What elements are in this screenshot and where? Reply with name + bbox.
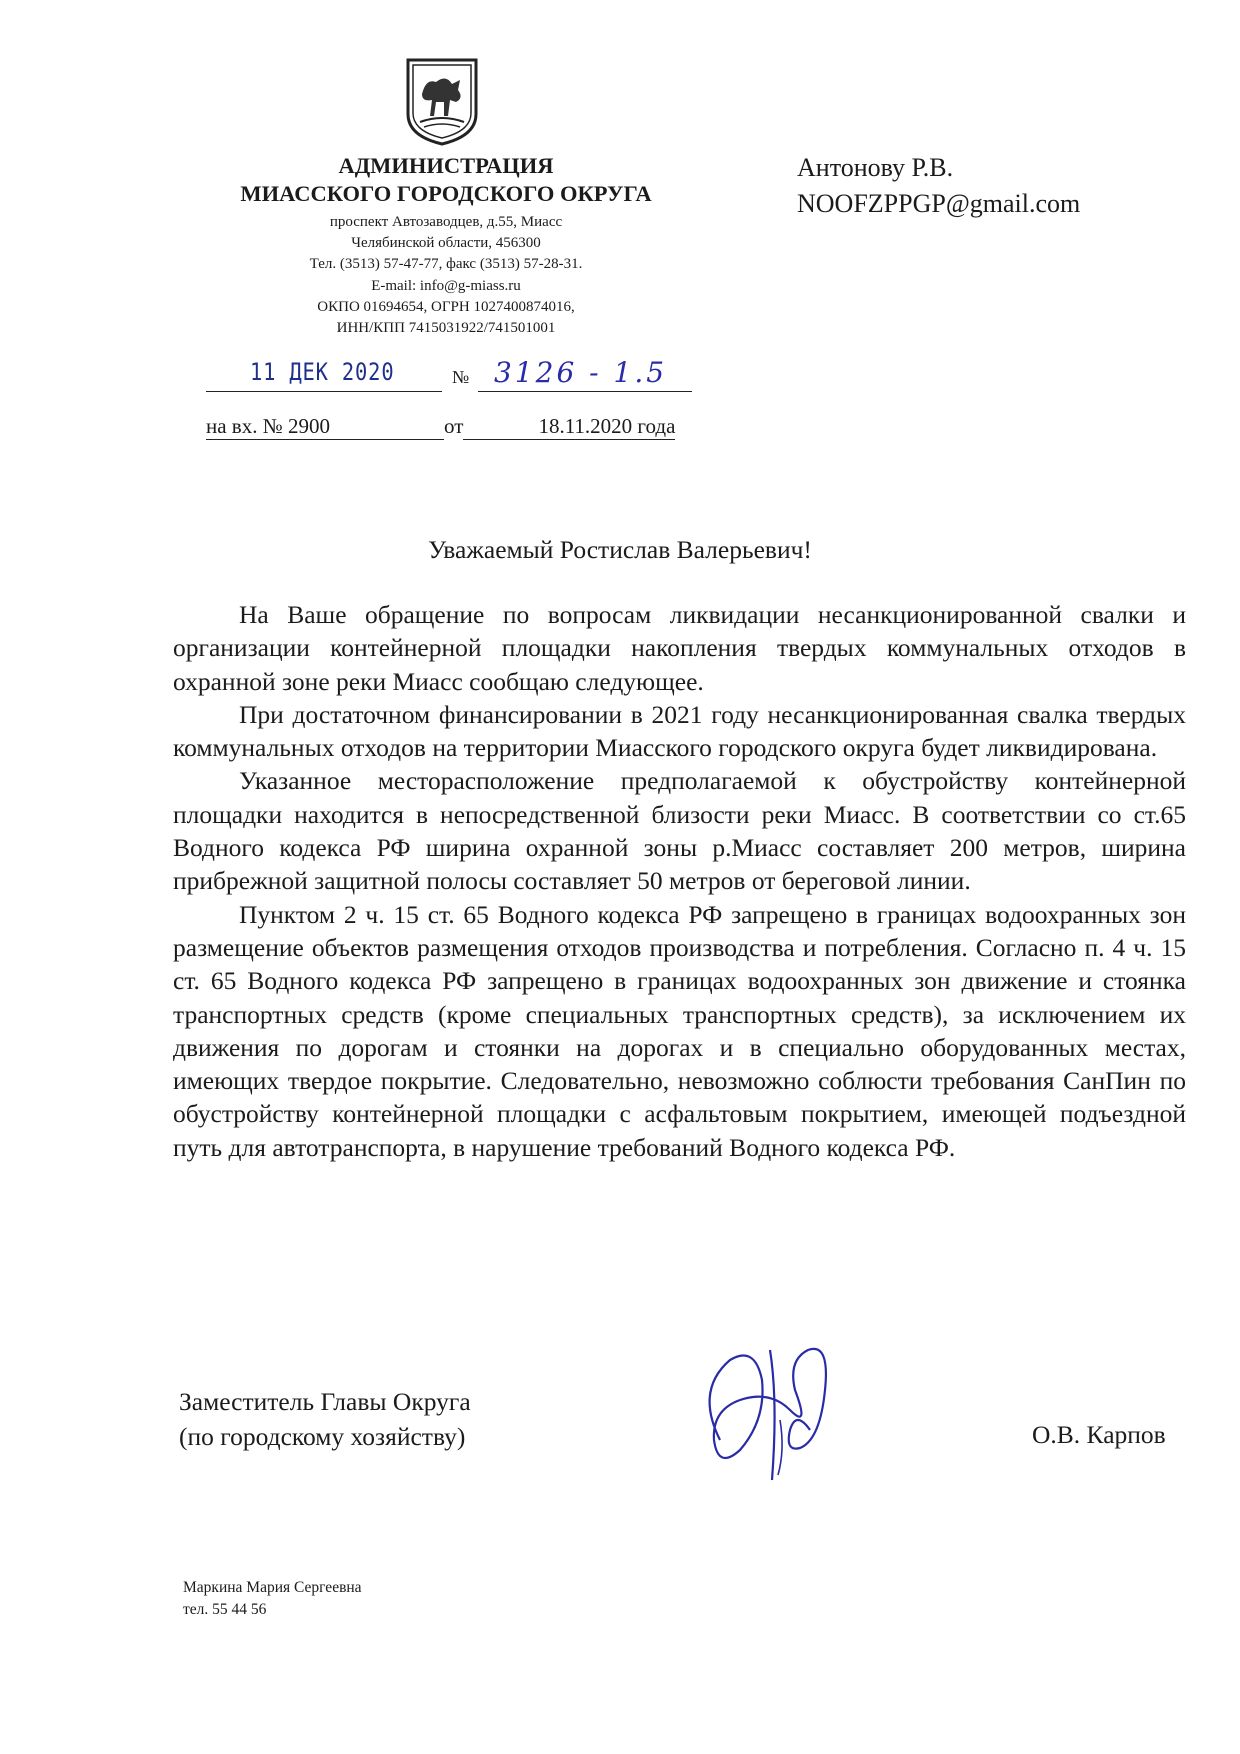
signatory-position-line-2: (по городскому хозяйству) — [179, 1422, 466, 1451]
salutation: Уважаемый Ростислав Валерьевич! — [428, 535, 812, 564]
signatory-name: О.В. Карпов — [1032, 1420, 1166, 1449]
incoming-reference — [206, 413, 675, 440]
inn-kpp-line: ИНН/КПП 7415031922/741501001 — [336, 320, 556, 337]
executor-name: Маркина Мария Сергеевна — [183, 1579, 362, 1596]
recipient-email: NOOFZPPGP@gmail.com — [797, 189, 1081, 218]
organization-name — [190, 152, 702, 208]
signatory-position-line-1: Заместитель Главы Округа — [179, 1387, 471, 1416]
phone-line: Тел. (3513) 57-47-77, факс (3513) 57-28-31. — [309, 256, 583, 273]
email-line: E-mail: info@g-miass.ru — [371, 277, 521, 294]
address-line-2: Челябинской области, 456300 — [351, 235, 541, 252]
handwritten-signature — [700, 1330, 860, 1495]
body-paragraph-3: Указанное месторасположение предполагаемой к обустройству контейнерной площадки находится в непосредственной близости реки Миасс. В соответствии со ст.65 Водного кодекса РФ ширина охранной зоны р.Миасс составляет 200 метров, ширина прибрежной защитной полосы составляет 50 метров от береговой линии. — [173, 766, 1186, 896]
recipient-block — [797, 150, 1080, 222]
registration-number: 3126 - 1.5 — [494, 356, 668, 389]
organization-line-1: АДМИНИСТРАЦИЯ — [338, 153, 554, 178]
letter-body — [173, 598, 1186, 1164]
signatory-position — [179, 1384, 471, 1454]
organization-contacts — [190, 212, 702, 339]
address-line-1: проспект Автозаводцев, д.55, Миасс — [329, 214, 563, 230]
executor-block — [183, 1577, 362, 1621]
body-paragraph-4: Пунктом 2 ч. 15 ст. 65 Водного кодекса РФ запрещено в границах водоохранных зон размещение объектов размещения отходов производства и потребления. Согласно п. 4 ч. 15 ст. 65 Водного кодекса РФ запрещено в границах водоохранных зон движение и стоянка транспортных средств (кроме специальных транспортных средств), за исключением их движения по дорогам и стоянки на дорогах и в специально оборудованных местах, имеющих твердое покрытие. Следовательно, невозможно соблюсти требования СанПин по обустройству контейнерной площадки с асфальтовым покрытием, имеющей подъездной путь для автотранспорта, в нарушение требований Водного кодекса РФ. — [173, 899, 1186, 1162]
okpo-ogrn-line: ОКПО 01694654, ОГРН 1027400874016, — [317, 298, 575, 315]
number-label: № — [452, 367, 470, 387]
incoming-number: на вх. № 2900 — [206, 413, 444, 440]
date-stamp: 11 ДЕК 2020 — [250, 358, 395, 386]
incoming-date: 18.11.2020 года — [463, 413, 675, 440]
body-paragraph-2: При достаточном финансировании в 2021 году несанкционированная свалка твердых коммунальных отходов на территории Миасского городского округа будет ликвидирована. — [173, 699, 1186, 763]
coat-of-arms-icon — [402, 56, 482, 146]
body-paragraph-1: На Ваше обращение по вопросам ликвидации несанкционированной свалки и организации контейнерной площадки накопления твердых коммунальных отходов в охранной зоне реки Миасс сообщаю следующее. — [173, 600, 1186, 696]
recipient-name: Антонову Р.В. — [797, 153, 954, 182]
organization-line-2: МИАССКОГО ГОРОДСКОГО ОКРУГА — [240, 181, 652, 206]
incoming-from-label: от — [444, 414, 464, 438]
executor-phone: тел. 55 44 56 — [183, 1601, 267, 1618]
